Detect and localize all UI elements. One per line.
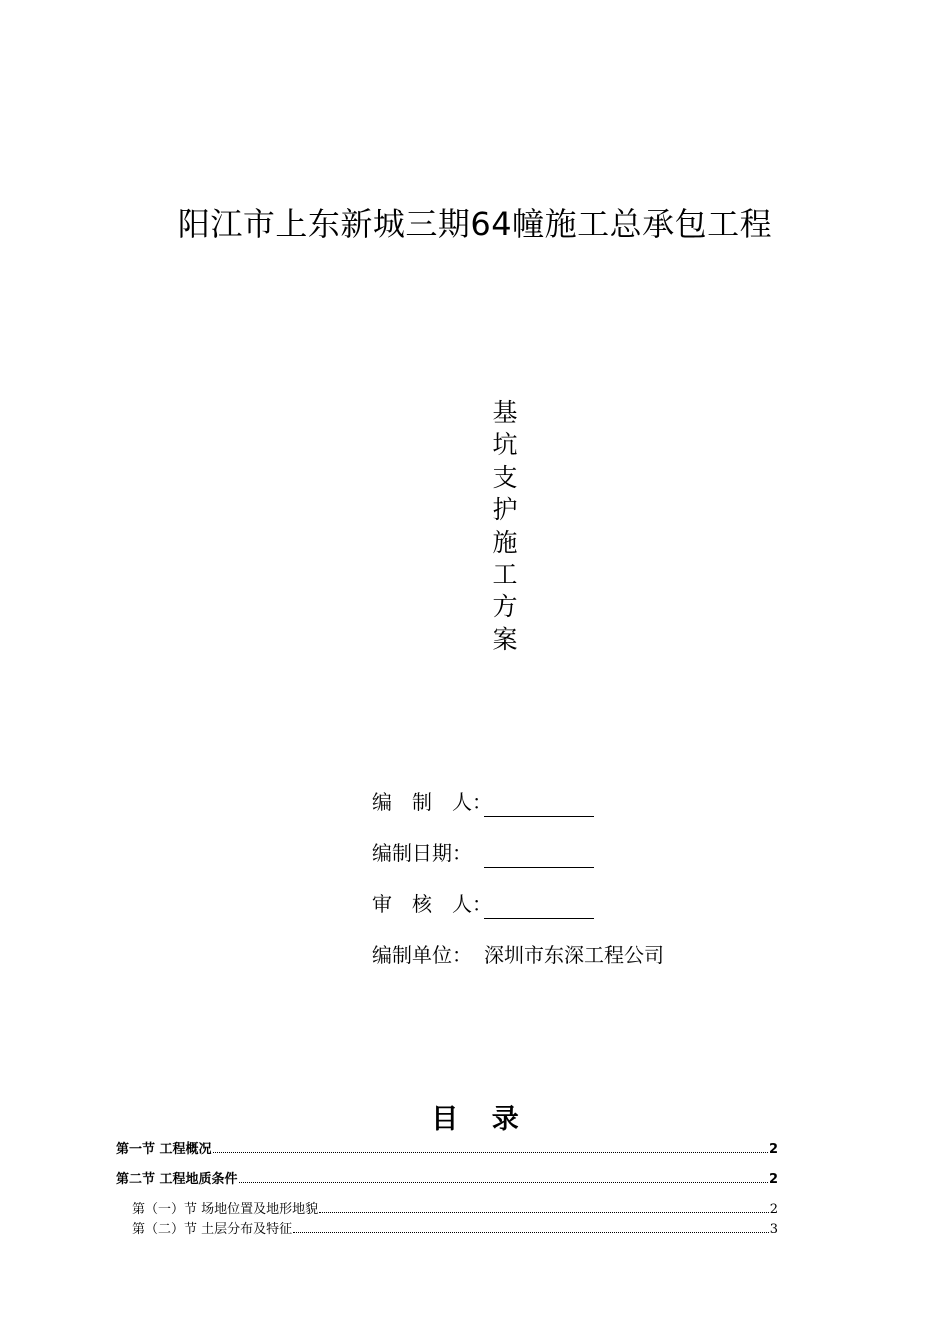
plan-title-char: 方: [492, 592, 518, 622]
toc-leader-dots: [239, 1170, 768, 1183]
toc-entry-label: 第（二）节 土层分布及特征: [132, 1222, 293, 1237]
date-blank-line: [484, 845, 594, 868]
unit-row: [372, 940, 732, 991]
unit-label: 编制单位：: [372, 943, 472, 967]
table-of-contents: [116, 1140, 778, 1240]
toc-leader-dots: [213, 1140, 768, 1153]
toc-entry[interactable]: [116, 1140, 778, 1170]
toc-page-number: 3: [769, 1222, 778, 1237]
toc-page-number: 2: [768, 1172, 778, 1187]
toc-entry[interactable]: [116, 1220, 778, 1240]
toc-leader-dots: [293, 1220, 769, 1233]
toc-entry-label: 第二节 工程地质条件: [116, 1172, 238, 1187]
toc-leader-dots: [319, 1200, 769, 1213]
reviewer-blank-line: [484, 896, 594, 919]
project-title: 阳江市上东新城三期64幢施工总承包工程: [177, 205, 773, 243]
toc-page-number: 2: [768, 1142, 778, 1157]
plan-title-char: 护: [492, 495, 518, 525]
plan-title-char: 坑: [492, 430, 518, 460]
reviewer-row: [372, 889, 732, 940]
plan-title-vertical: [485, 397, 525, 656]
unit-value: 深圳市东深工程公司: [484, 943, 664, 967]
toc-entry-label: 第（一）节 场地位置及地形地貌: [132, 1202, 319, 1217]
toc-page-number: 2: [769, 1202, 778, 1217]
compiler-label: 编 制 人：: [372, 790, 492, 814]
toc-entry[interactable]: [116, 1170, 778, 1200]
plan-title-char: 工: [492, 559, 518, 589]
plan-title-char: 支: [492, 462, 518, 492]
toc-entry-label: 第一节 工程概况: [116, 1142, 212, 1157]
signature-block: [372, 787, 732, 991]
compiler-blank-line: [484, 794, 594, 817]
date-row: [372, 838, 732, 889]
plan-title-char: 案: [492, 624, 518, 654]
toc-entry[interactable]: [116, 1200, 778, 1220]
reviewer-label: 审 核 人：: [372, 892, 492, 916]
plan-title-char: 基: [492, 398, 518, 427]
plan-title-char: 施: [492, 527, 518, 557]
toc-title: 目 录: [431, 1104, 531, 1135]
compiler-row: [372, 787, 732, 838]
date-label: 编制日期：: [372, 841, 472, 865]
